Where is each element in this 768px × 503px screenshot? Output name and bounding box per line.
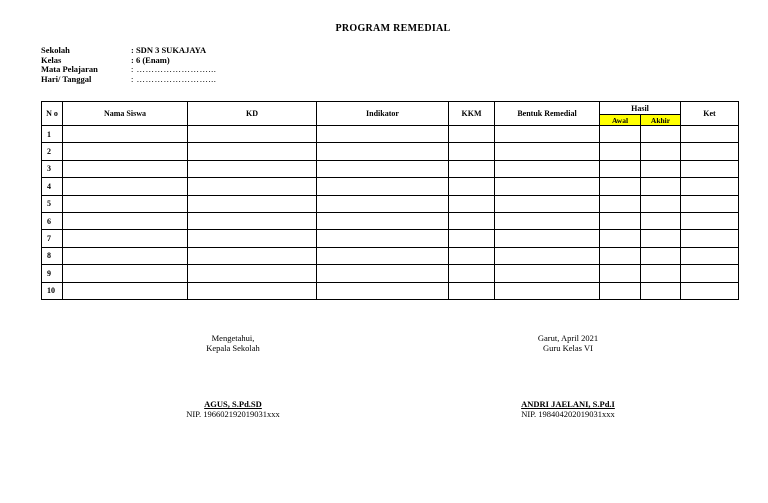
remedial-table	[41, 101, 739, 300]
cell-akhir	[641, 143, 681, 160]
header-nama-siswa: Nama Siswa	[63, 102, 188, 126]
document-title: PROGRAM REMEDIAL	[335, 23, 451, 34]
cell-kkm	[449, 178, 495, 195]
cell-akhir	[641, 247, 681, 264]
signature-nip: NIP. 196602192019031xxx	[186, 409, 280, 419]
header-indikator: Indikator	[317, 102, 449, 126]
cell-ket	[681, 247, 739, 264]
cell-indikator	[317, 126, 449, 143]
header-kkm: KKM	[449, 102, 495, 126]
cell-indikator	[317, 265, 449, 282]
cell-awal	[600, 212, 641, 229]
cell-kd	[188, 160, 317, 177]
cell-awal	[600, 265, 641, 282]
cell-kkm	[449, 247, 495, 264]
cell-ket	[681, 178, 739, 195]
cell-ket	[681, 143, 739, 160]
signature-teacher	[493, 333, 643, 419]
header-akhir: Akhir	[641, 115, 681, 126]
signature-name: ANDRI JAELANI, S.Pd.I	[521, 399, 615, 409]
cell-nama-siswa	[63, 212, 188, 229]
cell-bentuk-remedial	[495, 265, 600, 282]
cell-nama-siswa	[63, 265, 188, 282]
cell-ket	[681, 160, 739, 177]
row-number: 5	[42, 195, 63, 212]
cell-awal	[600, 282, 641, 299]
cell-awal	[600, 247, 641, 264]
school-info	[41, 46, 216, 84]
cell-kkm	[449, 212, 495, 229]
header-kd: KD	[188, 102, 317, 126]
cell-kd	[188, 247, 317, 264]
header-no: N o	[42, 102, 63, 126]
cell-nama-siswa	[63, 126, 188, 143]
row-number: 7	[42, 230, 63, 247]
cell-kd	[188, 212, 317, 229]
cell-bentuk-remedial	[495, 195, 600, 212]
cell-awal	[600, 160, 641, 177]
row-number: 4	[42, 178, 63, 195]
meta-label: Kelas	[41, 54, 62, 65]
meta-value: : 6 (Enam)	[131, 54, 170, 65]
cell-nama-siswa	[63, 160, 188, 177]
cell-kkm	[449, 195, 495, 212]
row-number: 6	[42, 212, 63, 229]
header-hasil: Hasil	[600, 102, 681, 115]
cell-nama-siswa	[63, 178, 188, 195]
cell-akhir	[641, 212, 681, 229]
cell-akhir	[641, 160, 681, 177]
signature-line1: Garut, April 2021	[537, 333, 599, 343]
meta-value: : SDN 3 SUKAJAYA	[131, 45, 207, 55]
cell-nama-siswa	[63, 230, 188, 247]
cell-akhir	[641, 265, 681, 282]
table-row	[42, 282, 739, 299]
cell-kd	[188, 265, 317, 282]
cell-awal	[600, 195, 641, 212]
cell-ket	[681, 126, 739, 143]
cell-kd	[188, 143, 317, 160]
table-row	[42, 160, 739, 177]
signature-line2: Guru Kelas VI	[543, 343, 593, 353]
header-ket: Ket	[681, 102, 739, 126]
cell-bentuk-remedial	[495, 230, 600, 247]
cell-ket	[681, 195, 739, 212]
cell-awal	[600, 230, 641, 247]
cell-nama-siswa	[63, 195, 188, 212]
table-row	[42, 247, 739, 264]
table-body	[42, 126, 739, 300]
signature-line1: Mengetahui,	[211, 333, 255, 343]
table-row	[42, 265, 739, 282]
header-bentuk-remedial: Bentuk Remedial	[495, 102, 600, 126]
row-number: 3	[42, 160, 63, 177]
cell-kkm	[449, 126, 495, 143]
cell-indikator	[317, 160, 449, 177]
cell-awal	[600, 178, 641, 195]
row-number: 1	[42, 126, 63, 143]
table-row	[42, 143, 739, 160]
row-number: 10	[42, 282, 63, 299]
signature-principal	[158, 333, 308, 419]
row-number: 8	[42, 247, 63, 264]
cell-indikator	[317, 282, 449, 299]
table-row	[42, 178, 739, 195]
cell-kd	[188, 126, 317, 143]
cell-akhir	[641, 178, 681, 195]
meta-label: Mata Pelajaran	[41, 64, 98, 74]
cell-akhir	[641, 230, 681, 247]
cell-kd	[188, 282, 317, 299]
signature-nip: NIP. 198404202019031xxx	[521, 409, 615, 419]
cell-nama-siswa	[63, 282, 188, 299]
cell-ket	[681, 212, 739, 229]
signature-line2: Kepala Sekolah	[206, 343, 260, 353]
table-row	[42, 212, 739, 229]
cell-bentuk-remedial	[495, 282, 600, 299]
row-number: 9	[42, 265, 63, 282]
cell-bentuk-remedial	[495, 178, 600, 195]
cell-ket	[681, 265, 739, 282]
cell-akhir	[641, 282, 681, 299]
cell-akhir	[641, 126, 681, 143]
table-row	[42, 195, 739, 212]
cell-ket	[681, 282, 739, 299]
cell-kd	[188, 178, 317, 195]
cell-kkm	[449, 230, 495, 247]
cell-awal	[600, 126, 641, 143]
cell-bentuk-remedial	[495, 143, 600, 160]
meta-label: Sekolah	[41, 45, 70, 55]
cell-kd	[188, 230, 317, 247]
table-row	[42, 126, 739, 143]
meta-value: : ……………………...	[131, 73, 217, 84]
cell-indikator	[317, 143, 449, 160]
table-row	[42, 230, 739, 247]
cell-bentuk-remedial	[495, 126, 600, 143]
cell-indikator	[317, 230, 449, 247]
signature-name: AGUS, S.Pd.SD	[204, 399, 262, 409]
meta-row-date	[41, 75, 216, 85]
cell-awal	[600, 143, 641, 160]
meta-value: : ……………………...	[131, 64, 217, 74]
header-awal: Awal	[600, 115, 641, 126]
cell-bentuk-remedial	[495, 160, 600, 177]
row-number: 2	[42, 143, 63, 160]
cell-indikator	[317, 247, 449, 264]
cell-akhir	[641, 195, 681, 212]
cell-kkm	[449, 160, 495, 177]
cell-bentuk-remedial	[495, 247, 600, 264]
cell-indikator	[317, 212, 449, 229]
cell-bentuk-remedial	[495, 212, 600, 229]
cell-kkm	[449, 282, 495, 299]
cell-kd	[188, 195, 317, 212]
meta-row-school	[41, 46, 216, 56]
cell-nama-siswa	[63, 247, 188, 264]
cell-kkm	[449, 143, 495, 160]
cell-indikator	[317, 195, 449, 212]
cell-ket	[681, 230, 739, 247]
meta-label: Hari/ Tanggal	[41, 73, 92, 84]
cell-kkm	[449, 265, 495, 282]
cell-indikator	[317, 178, 449, 195]
cell-nama-siswa	[63, 143, 188, 160]
